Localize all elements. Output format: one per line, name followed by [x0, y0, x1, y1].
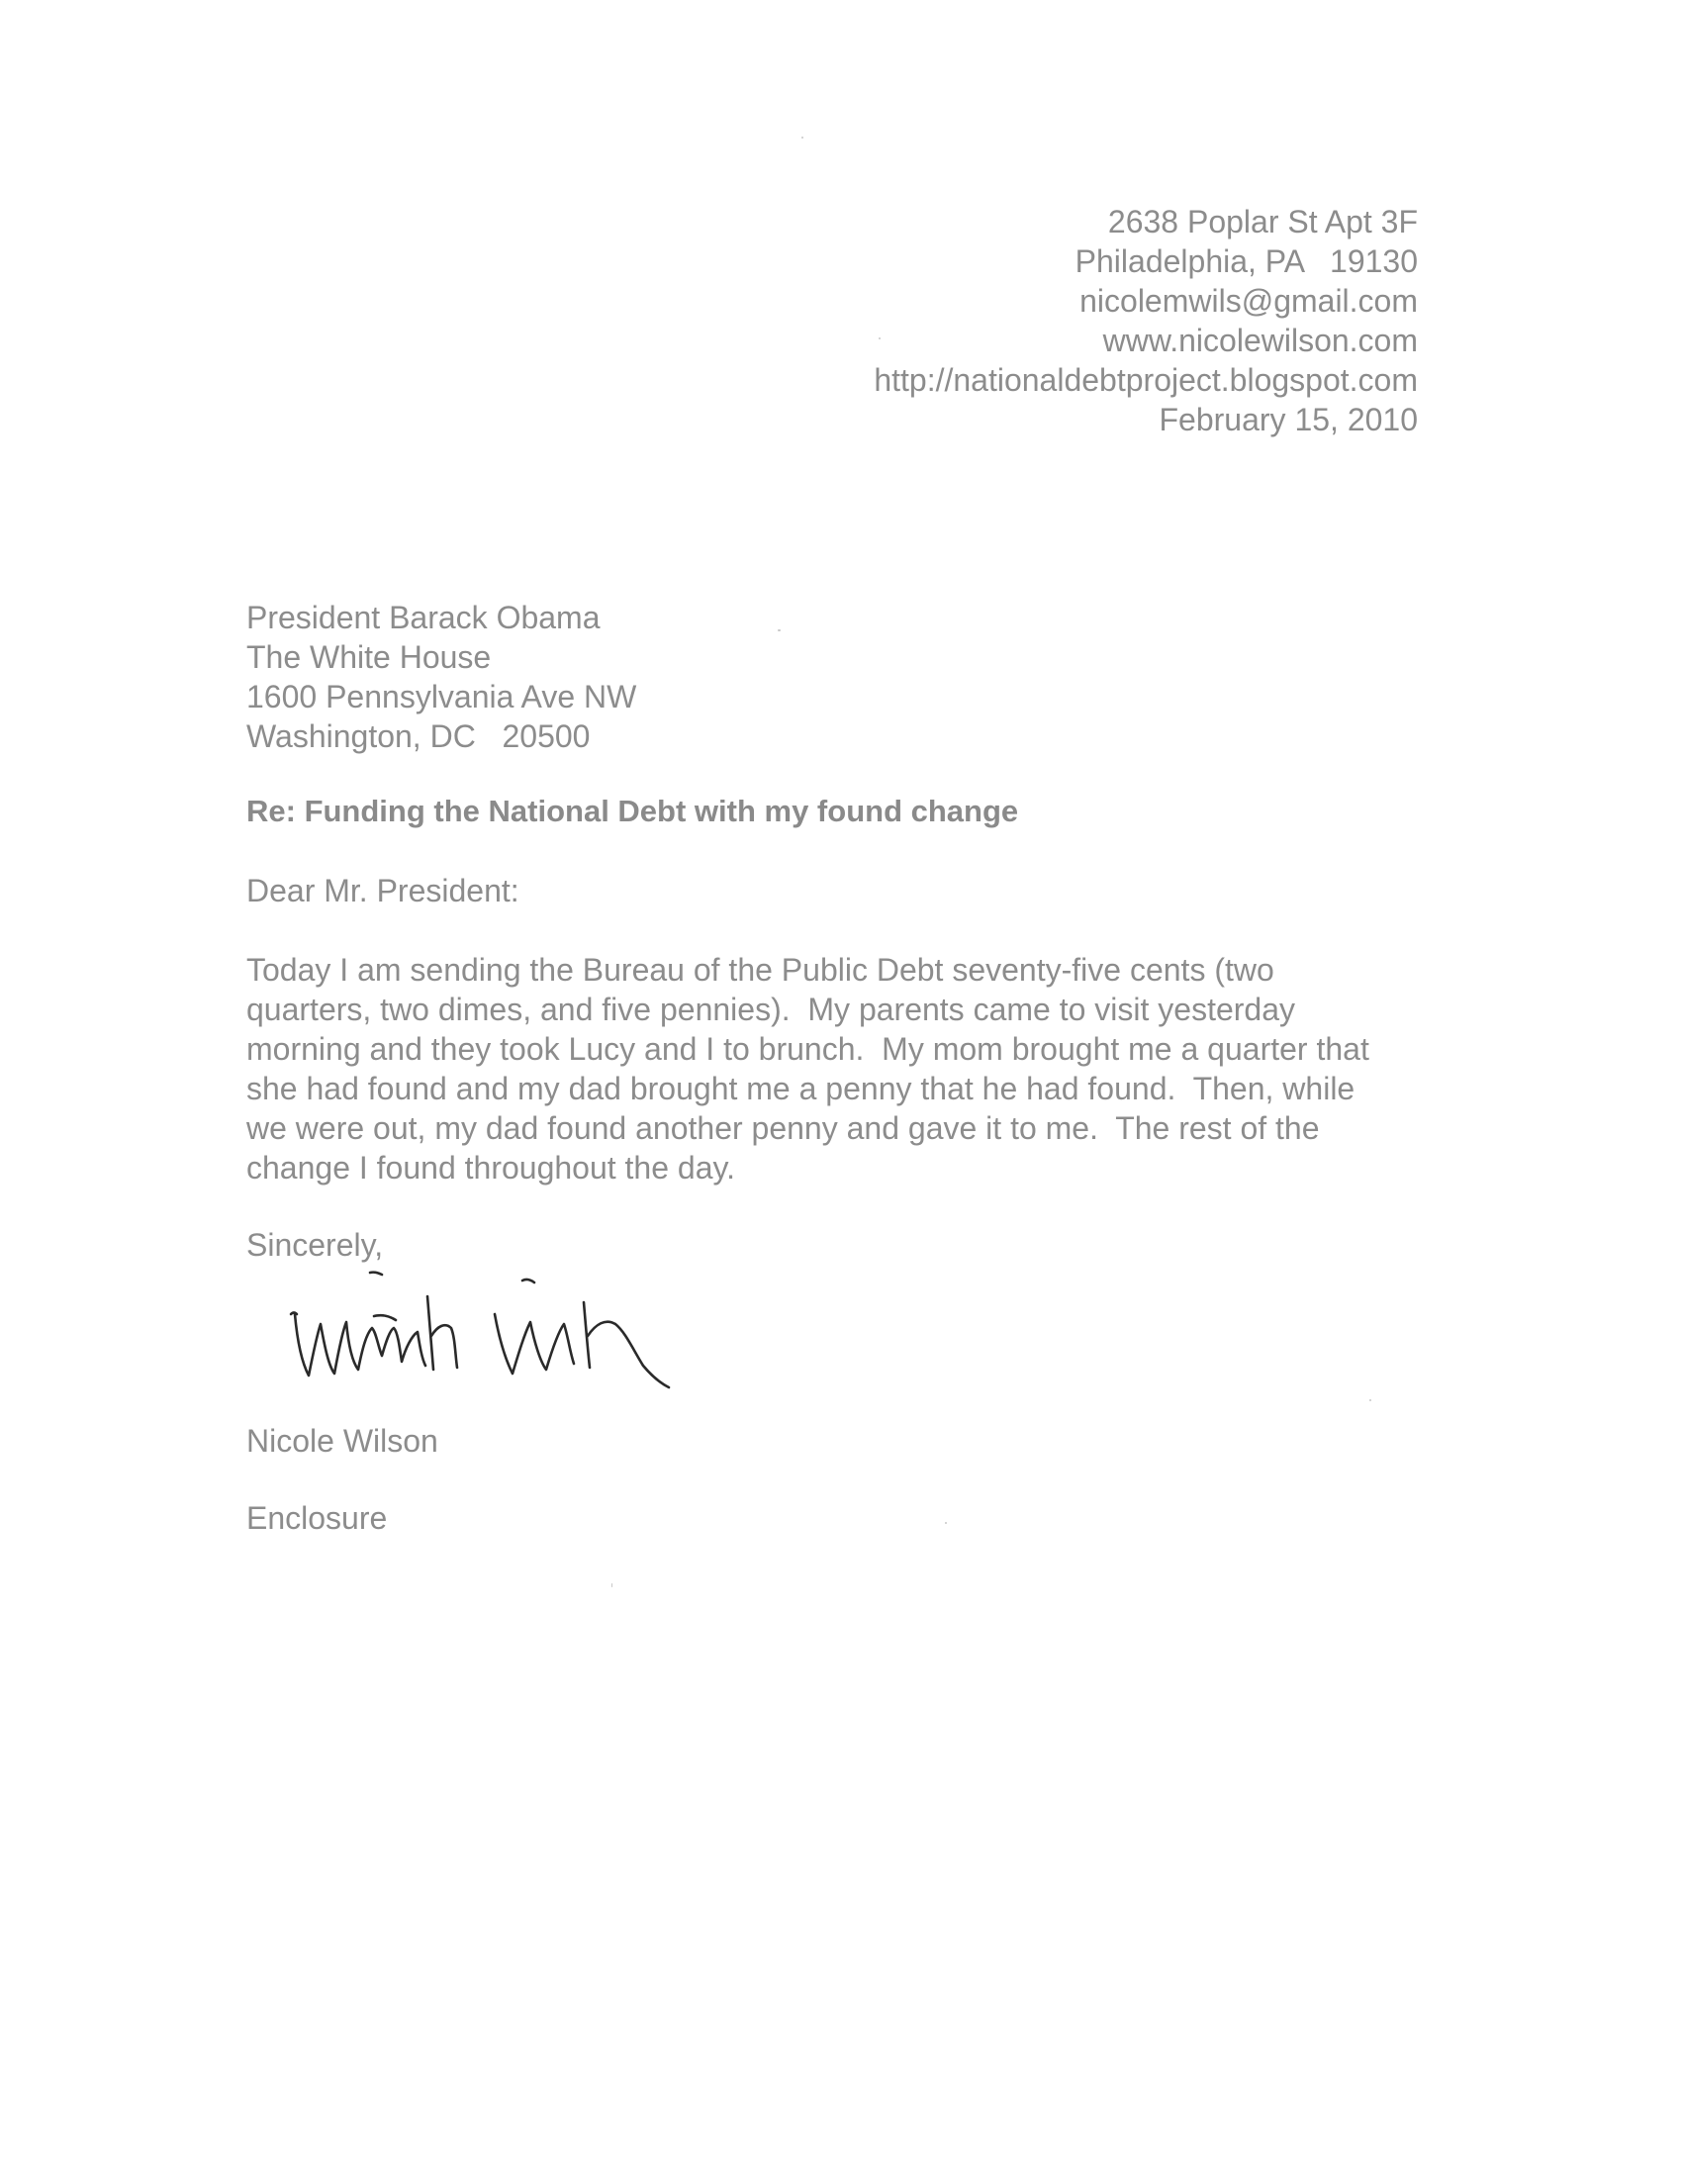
scan-speck — [1369, 1399, 1371, 1401]
sender-blog: http://nationaldebtproject.blogspot.com — [874, 362, 1418, 398]
body-line: morning and they took Lucy and I to brunch. My mom brought me a quarter that — [246, 1031, 1369, 1067]
scan-speck — [945, 1522, 947, 1524]
recipient-organization: The White House — [246, 639, 492, 675]
scan-speck — [879, 337, 881, 339]
body-line: she had found and my dad brought me a penny that he had found. Then, while — [246, 1071, 1355, 1106]
scan-speck — [801, 137, 803, 139]
sender-address-line2: Philadelphia, PA 19130 — [1075, 243, 1418, 279]
subject-line: Re: Funding the National Debt with my found change — [246, 794, 1019, 828]
recipient-name: President Barack Obama — [246, 600, 601, 635]
enclosure-note: Enclosure — [246, 1500, 388, 1536]
signer-name: Nicole Wilson — [246, 1423, 438, 1459]
scan-speck — [611, 1583, 612, 1587]
letter-body — [246, 950, 1369, 1187]
sender-website: www.nicolewilson.com — [1102, 323, 1418, 358]
salutation: Dear Mr. President: — [246, 873, 519, 908]
scan-speck — [778, 629, 781, 631]
body-line: change I found throughout the day. — [246, 1150, 736, 1186]
body-line: we were out, my dad found another penny and gave it to me. The rest of the — [246, 1110, 1320, 1146]
letter-date: February 15, 2010 — [1159, 402, 1418, 437]
closing: Sincerely, — [246, 1227, 384, 1263]
sender-email: nicolemwils@gmail.com — [1079, 283, 1418, 319]
sender-block — [874, 202, 1418, 439]
sender-address-line1: 2638 Poplar St Apt 3F — [1107, 204, 1418, 239]
body-line: quarters, two dimes, and five pennies). My parents came to visit yesterday — [246, 992, 1296, 1027]
body-line: Today I am sending the Bureau of the Public Debt seventy-five cents (two — [246, 952, 1274, 988]
handwritten-signature — [287, 1267, 752, 1400]
recipient-city-state-zip: Washington, DC 20500 — [246, 718, 591, 754]
recipient-street: 1600 Pennsylvania Ave NW — [246, 679, 637, 714]
recipient-block — [246, 598, 636, 756]
